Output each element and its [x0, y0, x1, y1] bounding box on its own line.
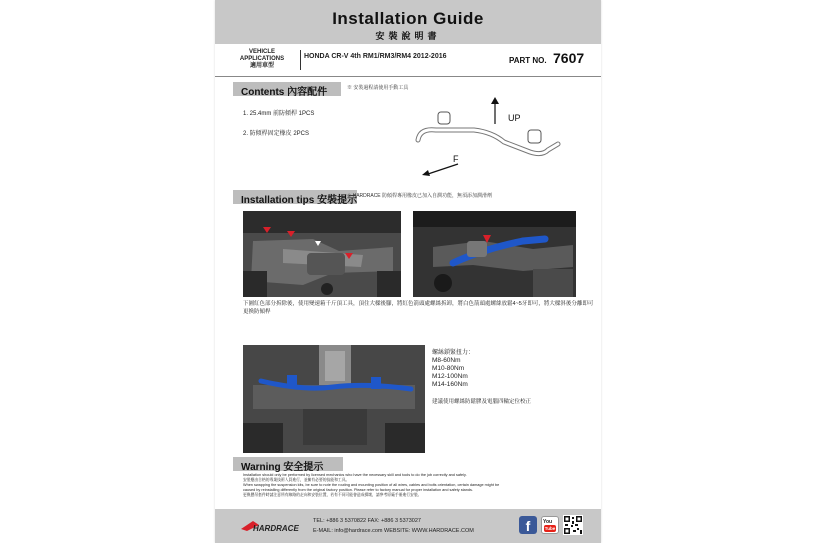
warning-line: Installation should only be performed by licensed mechanics who have the necessary skill and tools to do the job correctly and safely.	[243, 473, 467, 477]
installation-tip-text: 下圖紅色部分拆除後，使用變速箱千斤頂工具，頂住大樑後腳，將紅色箭頭處螺絲拆卸，將白色箭頭處螺絲放鬆4~5牙即可，將大樑斜後分離即可更換防傾桿	[243, 301, 594, 315]
contents-item: 1. 25.4mm 前防傾桿 1PCS	[243, 111, 315, 117]
vehicle-model: HONDA CR-V 4th RM1/RM3/RM4 2012-2016	[304, 53, 447, 60]
warning-text	[243, 473, 588, 498]
warning-line: 安裝應由合格的專業技術人員進行，並擁有必要的技能和工具。	[243, 478, 350, 482]
youtube-you-text: You	[543, 519, 553, 525]
guide-header	[215, 0, 601, 44]
vehicle-applications-row	[215, 44, 601, 77]
torque-spec: M14-160Nm	[432, 381, 468, 388]
youtube-tube-text: Tube	[544, 526, 556, 531]
hardrace-logo	[239, 519, 301, 533]
torque-spec-list	[432, 349, 474, 389]
contents-heading: Contents 內容配件	[241, 87, 328, 98]
undercarriage-photo-front	[243, 211, 401, 297]
installed-sway-bar-photo	[243, 345, 425, 453]
contents-item: 2. 防傾桿固定橡皮 2PCS	[243, 131, 310, 137]
bushing-icon	[438, 112, 450, 124]
tips-heading: Installation tips 安裝提示	[241, 195, 358, 206]
torque-spec: M10-80Nm	[432, 365, 465, 372]
guide-title: Installation Guide	[332, 9, 484, 28]
warning-heading-band	[233, 457, 343, 471]
warning-line: 更換懸吊套件時請注意所有線路的走向和安裝位置，若有不同可能會造成損壞，請參考原廠手冊進行安裝。	[243, 493, 422, 497]
installation-guide-page	[215, 0, 601, 543]
tips-heading-band	[233, 190, 357, 204]
front-arrow	[422, 164, 458, 176]
undercarriage-photo-side	[413, 211, 576, 297]
vehicle-applications-label	[227, 49, 297, 70]
warning-line: When swapping the suspension kits, be sure to note the routing and mounting position of all wires, cables and bolts orientation, certain damage might be	[243, 483, 500, 487]
part-number: 7607	[553, 50, 585, 66]
torque-title: 螺絲鎖緊扭力：	[432, 350, 475, 356]
qr-code-icon[interactable]	[563, 515, 583, 535]
up-label: UP	[508, 113, 521, 123]
youtube-icon[interactable]	[541, 516, 559, 534]
contents-note: ※ 安裝過程請使用手動工具	[347, 85, 409, 91]
guide-title-cn: 安裝說明書	[375, 31, 441, 41]
torque-spec: M12-100Nm	[432, 373, 468, 380]
part-number-label: PART NO.	[509, 56, 547, 65]
vehicle-applications-label-en: VEHICLE APPLICATIONS	[239, 49, 285, 62]
contact-phone-fax: TEL: +886 3 5370822 FAX: +886 3 5373027	[313, 518, 421, 524]
brand-name: HARDRACE	[253, 524, 299, 533]
contents-heading-band	[233, 82, 341, 96]
vehicle-applications-label-cn: 適用車型	[249, 63, 274, 69]
bushing-icon	[528, 130, 541, 143]
torque-spec: M8-60Nm	[432, 357, 461, 364]
sway-bar-diagram	[400, 96, 580, 176]
warning-heading: Warning 安全提示	[241, 462, 324, 473]
up-arrow	[491, 97, 499, 124]
divider	[300, 50, 301, 70]
contact-email-website: E-MAIL: info@hardrace.com WEBSITE: WWW.HARDRACE.COM	[313, 528, 474, 534]
warning-line: caused by reinstalling differently from the original factory position. Please refer to factory manual for proper installation and safety stands.	[243, 488, 473, 492]
front-label: F	[453, 154, 459, 164]
footer	[215, 509, 601, 543]
tips-note: ※ HARDRACE 防傾桿專用橡皮已加入自潤功能，無須添加潤滑劑	[347, 193, 493, 199]
facebook-icon[interactable]: f	[519, 516, 537, 534]
torque-note: 建議使用螺絲防鬆膠及電腦四輪定位校正	[432, 399, 532, 405]
